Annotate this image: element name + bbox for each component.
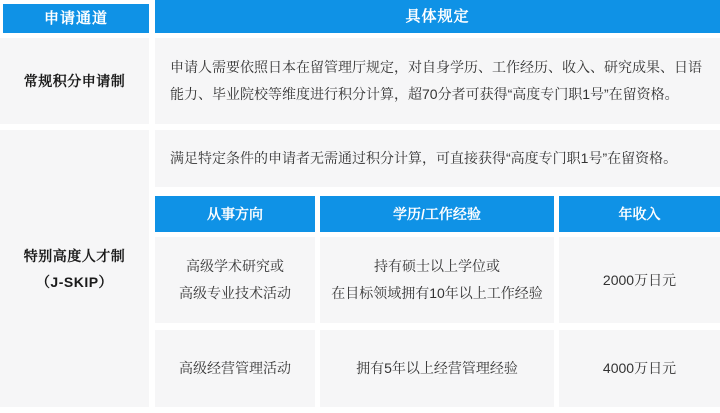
regular-points-rule-text: 申请人需要依照日本在留管理厅规定，对自身学历、工作经历、收入、研究成果、日语能力、毕业院校等维度进行积分计算，超70分者可获得“高度专门职1号”在留资格。 bbox=[155, 38, 720, 124]
row-label-regular-points-system: 常规积分申请制 bbox=[0, 38, 149, 124]
subtable-row1-experience-line2: 在目标领域拥有10年以上工作经验 bbox=[331, 285, 543, 301]
subtable-row1-direction bbox=[155, 237, 315, 323]
jskip-condition-text: 满足特定条件的申请者无需通过积分计算，可直接获得“高度专门职1号”在留资格。 bbox=[155, 130, 720, 187]
subtable-row2-direction: 高级经营管理活动 bbox=[155, 330, 315, 407]
subtable-header-direction: 从事方向 bbox=[155, 196, 315, 232]
subtable-row1-income: 2000万日元 bbox=[559, 237, 720, 323]
subtable-row1-direction-line2: 高级专业技术活动 bbox=[179, 285, 291, 301]
subtable-header-annual-income: 年收入 bbox=[559, 196, 720, 232]
subtable-row1-direction-line1: 高级学术研究或 bbox=[186, 258, 284, 274]
subtable-row1-experience bbox=[320, 237, 554, 323]
subtable-row2-income: 4000万日元 bbox=[559, 330, 720, 407]
jskip-label-line2: （J-SKIP） bbox=[35, 273, 114, 290]
jskip-label-line1: 特别高度人才制 bbox=[23, 247, 126, 264]
subtable-row2-experience: 拥有5年以上经营管理经验 bbox=[320, 330, 554, 407]
column-header-application-channel: 申请通道 bbox=[3, 4, 149, 33]
row-label-jskip-system bbox=[0, 130, 149, 407]
subtable-row1-experience-line1: 持有硕士以上学位或 bbox=[373, 258, 500, 274]
subtable-header-education-experience: 学历/工作经验 bbox=[320, 196, 554, 232]
column-header-specific-rules: 具体规定 bbox=[155, 0, 720, 33]
